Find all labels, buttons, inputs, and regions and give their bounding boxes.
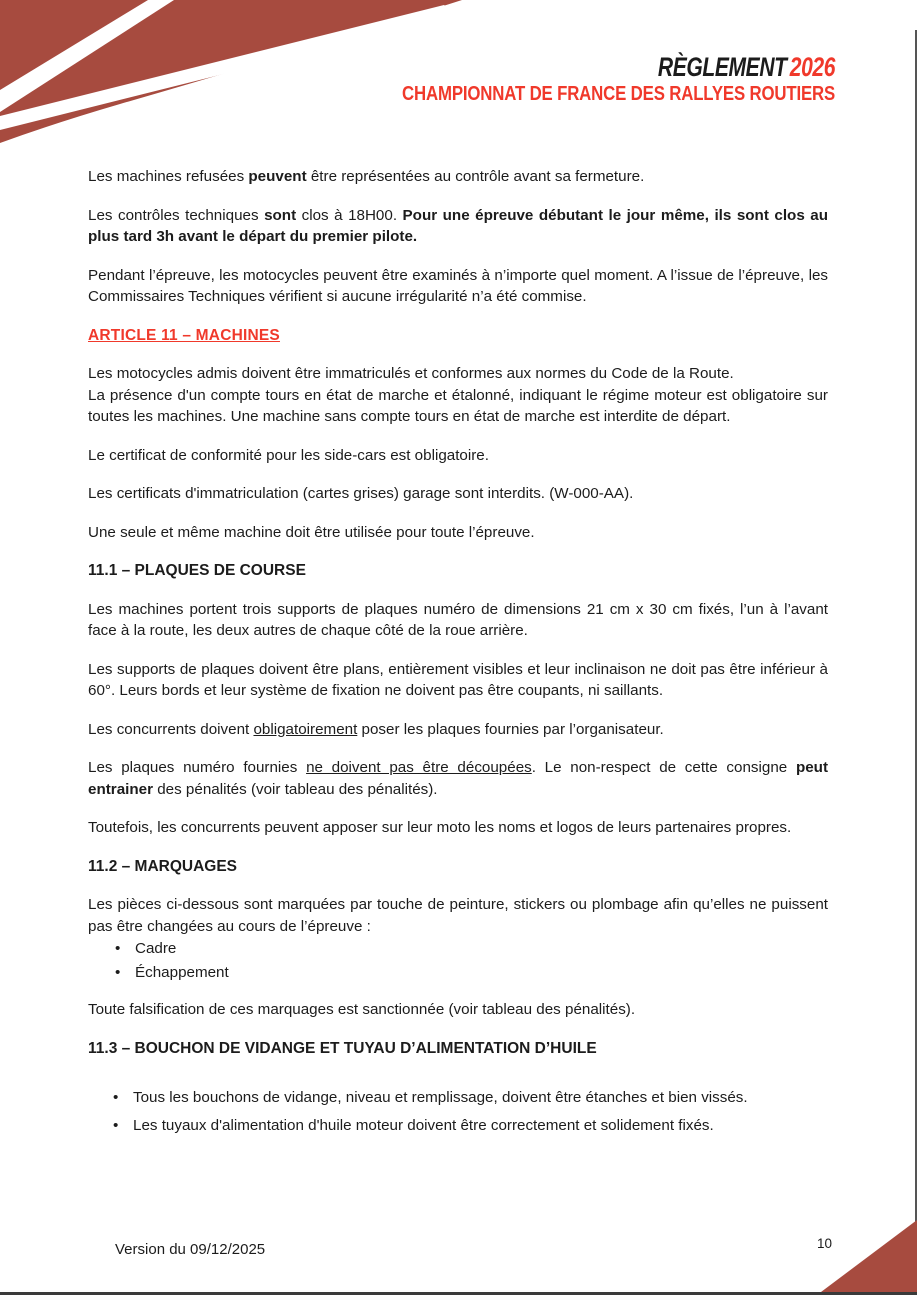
text-run: Les plaques numéro fournies — [88, 759, 307, 776]
text-run: Les motocycles admis doivent être immatriculés et conformes aux normes du Code de la Route. — [88, 365, 734, 382]
doc-title-black: RÈGLEMENT — [657, 52, 787, 82]
list-item — [115, 961, 828, 985]
text-run: Pendant l’épreuve, les motocycles peuvent être examinés à n’importe quel moment. A l’issue de l’épreuve, les Commissaires Techniques vérifient si aucune irrégularité n’a été commise. — [88, 266, 828, 305]
paragraph — [88, 719, 828, 741]
text-run: Toute falsification de ces marquages est sanctionnée (voir tableau des pénalités). — [88, 1001, 636, 1018]
paragraph — [88, 363, 828, 428]
text-run: peuvent — [248, 168, 307, 185]
text-run: poser les plaques fournies par l’organisateur. — [357, 720, 664, 738]
article-heading: ARTICLE 11 – MACHINES — [88, 326, 280, 344]
paragraph — [88, 483, 828, 505]
paragraph — [88, 817, 828, 839]
text-run: Les certificats d'immatriculation (cartes grises) garage sont interdits. (W-000-AA). — [88, 485, 634, 502]
doc-subtitle: CHAMPIONNAT DE FRANCE DES RALLYES ROUTIERS — [401, 82, 835, 105]
list-item-text: Les tuyaux d'alimentation d'huile moteur doivent être correctement et solidement fixés. — [133, 1117, 714, 1134]
text-run: obligatoirement — [253, 720, 358, 738]
text-run: ne doivent pas être découpées — [306, 759, 532, 776]
text-run: être représentées au contrôle avant sa fermeture. — [306, 168, 645, 185]
page-number: 10 — [816, 1236, 832, 1251]
text-run: des pénalités (voir tableau des pénalités). — [153, 780, 438, 798]
text-run: Une seule et même machine doit être utilisée pour toute l’épreuve. — [88, 523, 535, 541]
text-run: sont — [264, 206, 297, 224]
page-right-border — [915, 30, 917, 1295]
corner-triangle-graphic — [817, 1220, 917, 1295]
bullet-icon: • — [113, 1117, 119, 1134]
text-run: Les contrôles techniques — [88, 206, 265, 224]
list-item — [115, 937, 828, 961]
paragraph — [88, 599, 828, 642]
list-item-text: Tous les bouchons de vidange, niveau et remplissage, doivent être étanches et bien vissés. — [133, 1089, 748, 1106]
paragraph — [88, 659, 828, 702]
page-bottom-border — [0, 1292, 917, 1295]
document-body — [88, 160, 828, 1143]
list-item — [113, 1087, 828, 1109]
section-heading: 11.2 – MARQUAGES — [88, 857, 238, 875]
paragraph — [88, 894, 828, 937]
paragraph — [88, 265, 828, 308]
paragraph — [88, 166, 828, 188]
text-run: Le certificat de conformité pour les side-cars est obligatoire. — [88, 446, 489, 464]
paragraph — [88, 757, 828, 800]
text-run: Toutefois, les concurrents peuvent apposer sur leur moto les noms et logos de leurs partenaires propres. — [88, 819, 792, 836]
document-header — [307, 54, 835, 106]
text-run: Les concurrents doivent — [88, 720, 254, 738]
text-run: peut entrainer — [88, 759, 829, 798]
doc-title-year: 2026 — [789, 52, 835, 82]
section-heading: 11.1 – PLAQUES DE COURSE — [88, 562, 306, 579]
bullet-list — [88, 937, 828, 985]
paragraph — [88, 522, 828, 544]
bullet-icon: • — [115, 964, 121, 981]
doc-title — [423, 54, 835, 80]
list-item-text: Échappement — [135, 964, 229, 981]
text-run: Les supports de plaques doivent être plans, entièrement visibles et leur inclinaison ne doit pas être inférieur à 60°. Leurs bords et leur système de fixation ne doivent pas être coupants, ni saillants. — [88, 660, 828, 699]
bullet-icon: • — [115, 940, 121, 957]
paragraph — [88, 205, 828, 248]
list-item — [113, 1115, 828, 1137]
section-heading: 11.3 – BOUCHON DE VIDANGE ET TUYAU D’ALIMENTATION D’HUILE — [88, 1039, 597, 1057]
bullet-icon: • — [113, 1089, 119, 1106]
text-run: . Le non-respect de cette consigne — [531, 759, 796, 776]
text-run: Pour une épreuve débutant le jour même, ils sont clos au plus tard 3h avant le départ du premier pilote. — [88, 206, 828, 245]
list-item-text: Cadre — [135, 940, 177, 957]
footer-version: Version du 09/12/2025 — [115, 1241, 266, 1258]
text-run: La présence d'un compte tours en état de marche et étalonné, indiquant le régime moteur est obligatoire sur toutes les machines. Une machine sans compte tours en état de marche est interdite de départ. — [88, 386, 828, 425]
text-run: clos à 18H00. — [296, 206, 403, 224]
text-run: Les machines refusées — [88, 168, 249, 185]
paragraph — [88, 999, 828, 1021]
bullet-list — [88, 1087, 828, 1137]
text-run: Les pièces ci-dessous sont marquées par touche de peinture, stickers ou plombage afin qu’elles ne puissent pas être changées au cours de l’épreuve : — [88, 896, 828, 935]
text-run: Les machines portent trois supports de plaques numéro de dimensions 21 cm x 30 cm fixés, l’un à l’avant face à la route, les deux autres de chaque côté de la roue arrière. — [88, 600, 828, 639]
paragraph — [88, 445, 828, 467]
